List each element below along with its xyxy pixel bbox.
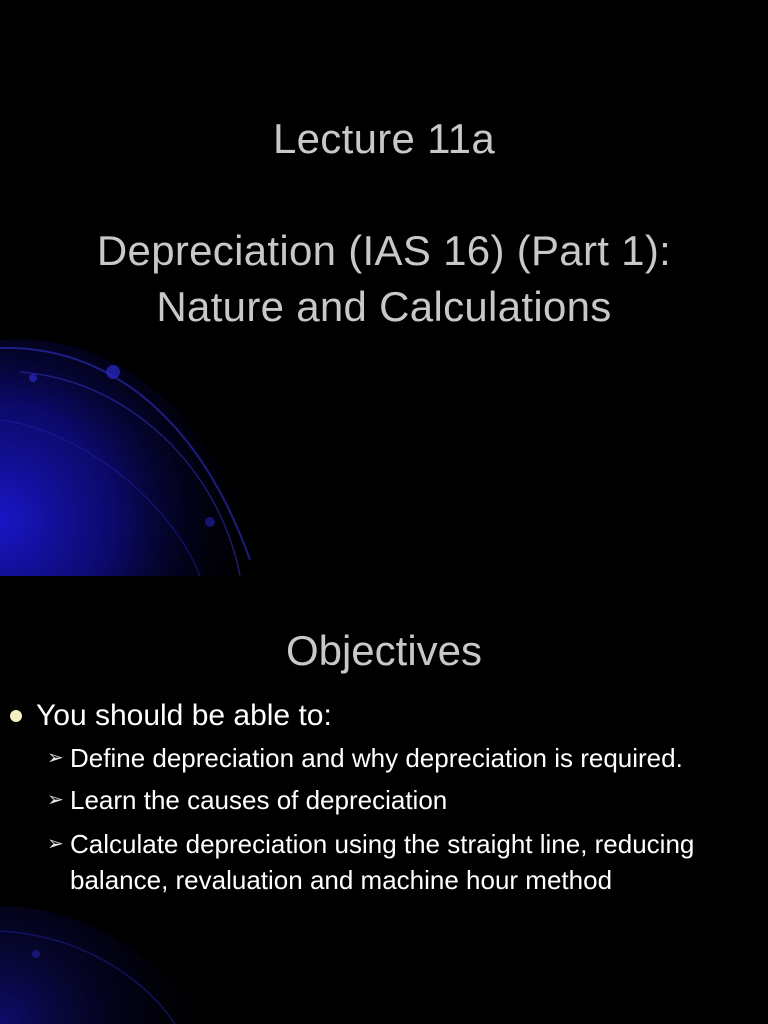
arrowhead-icon: ➢ — [47, 833, 64, 855]
sub-list-item — [0, 826, 768, 898]
objectives-list — [0, 696, 768, 898]
title-line-1: Lecture 11a — [272, 115, 496, 162]
sub-item-text: Define depreciation and why depreciation is required. — [70, 743, 683, 773]
list-item — [0, 696, 768, 736]
sub-item-text: Learn the causes of depreciation — [70, 785, 448, 815]
lecture-title — [0, 111, 768, 167]
sub-list-item — [0, 740, 768, 776]
objectives-heading: Objectives — [285, 627, 483, 674]
title-line-2: Depreciation (IAS 16) (Part 1): — [96, 227, 672, 274]
bullet-dot-icon — [10, 710, 22, 722]
title-line-3: Nature and Calculations — [156, 283, 612, 330]
arrowhead-icon: ➢ — [47, 789, 64, 811]
sub-list-item — [0, 782, 768, 818]
sub-item-text: Calculate depreciation using the straight line, reducing balance, revaluation and machine hour method — [70, 829, 695, 895]
bullet-text: You should be able to: — [36, 699, 332, 732]
lecture-subtitle — [0, 223, 768, 335]
slide-objectives — [0, 576, 768, 1024]
arrowhead-icon: ➢ — [47, 747, 64, 769]
